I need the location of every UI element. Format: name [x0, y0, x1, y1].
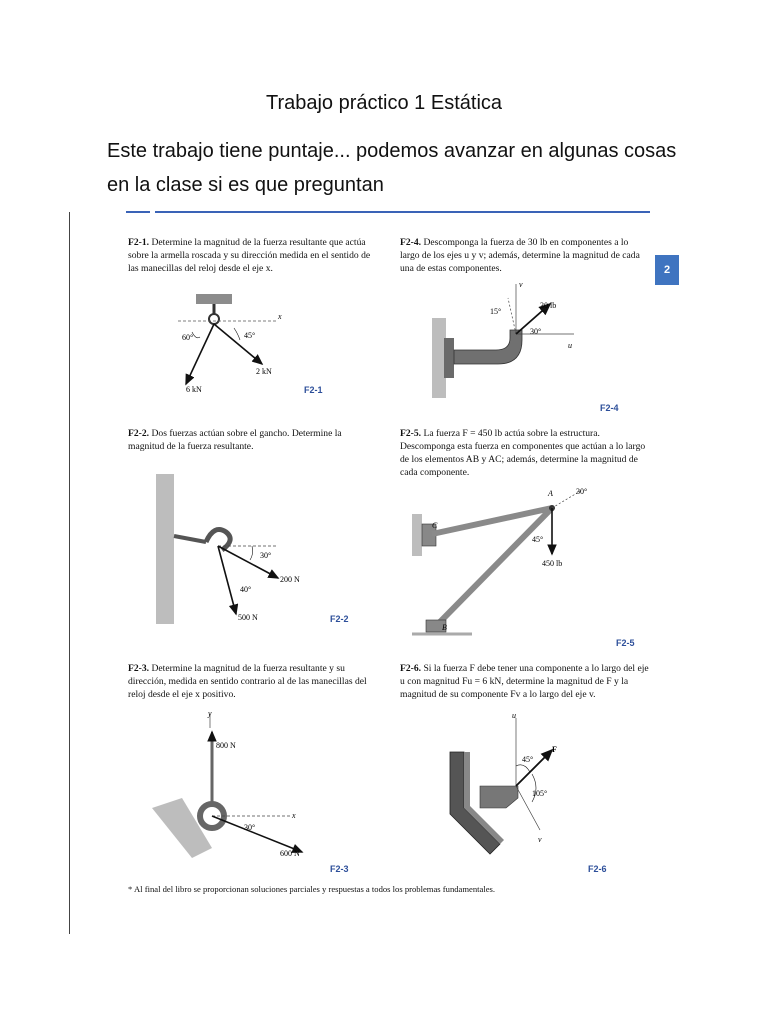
- f2-6-axis-v: v: [538, 835, 542, 844]
- f2-3-force-b: 600 N: [280, 849, 300, 858]
- wall: [432, 318, 446, 398]
- document-intro: Este trabajo tiene puntaje... podemos avanzar en algunas cosas en la clase si es que preguntan: [107, 140, 677, 196]
- problem-number: F2-1.: [128, 237, 150, 248]
- figure-f2-4: [426, 278, 586, 409]
- problem-text: La fuerza F = 450 lb actúa sobre la estructura. Descomponga esta fuerza en componentes que actúan a lo largo de los elementos AB y AC; además, determine la magnitud de cada componente.: [400, 428, 646, 478]
- wall: [412, 514, 422, 556]
- chapter-tab: 2: [655, 255, 679, 285]
- document-title: Trabajo práctico 1 Estática: [265, 92, 503, 114]
- f2-6-force: F: [552, 745, 557, 754]
- f2-1-force-a: 6 kN: [186, 385, 202, 394]
- figure-caption-f2-5: F2-5: [616, 638, 635, 648]
- problem-number: F2-4.: [400, 237, 422, 248]
- f2-4-angle-a: 15°: [490, 307, 502, 316]
- f2-5-angle-a: 30°: [576, 487, 588, 496]
- f2-3-axis-x: x: [292, 811, 296, 820]
- pipe-bracket: [454, 330, 522, 364]
- f2-5-angle-b: 45°: [532, 535, 544, 544]
- f2-6-axis-u: u: [512, 712, 516, 720]
- problem-number: F2-5.: [400, 428, 422, 439]
- f2-1-angle-a: 60°: [182, 333, 194, 342]
- problem-text: Determine la magnitud de la fuerza resultante que actúa sobre la armella roscada y su dirección medida en el sentido de las manecillas del reloj desde el eje x.: [128, 237, 371, 274]
- f2-2-angle-b: 40°: [240, 585, 252, 594]
- f2-5-point-a: A: [548, 489, 553, 498]
- f2-1-axis-x: x: [278, 312, 282, 321]
- figure-caption-f2-6: F2-6: [588, 864, 607, 874]
- member-ab: [436, 508, 552, 626]
- problem-number: F2-3.: [128, 663, 150, 674]
- f2-3-force-a: 800 N: [216, 741, 236, 750]
- f2-2-force-b: 500 N: [238, 613, 258, 622]
- problem-text: Descomponga la fuerza de 30 lb en componentes a lo largo de los ejes u y v; además, determine la magnitud de cada una de estas componentes.: [400, 237, 640, 274]
- problem-text: Si la fuerza F debe tener una componente a lo largo del eje u con magnitud Fu = 6 kN, determine la magnitud de F y la magnitud de su componente Fv a lo largo del eje v.: [400, 663, 649, 700]
- figure-f2-2: [156, 474, 316, 629]
- problem-text: Dos fuerzas actúan sobre el gancho. Determine la magnitud de la fuerza resultante.: [128, 428, 342, 452]
- figure-f2-3: [152, 708, 312, 873]
- figure-f2-1: [158, 288, 298, 405]
- problem-f2-3: [128, 662, 378, 701]
- problem-number: F2-6.: [400, 663, 422, 674]
- f2-3-angle: 30°: [244, 823, 256, 832]
- figure-f2-6: [440, 712, 580, 867]
- problem-f2-6: [400, 662, 650, 701]
- header-rule-gap: [150, 211, 155, 214]
- wall: [156, 474, 174, 624]
- f2-4-axis-v: v: [519, 280, 523, 289]
- page-left-border: [69, 212, 70, 934]
- f2-6-angle-a: 45°: [522, 755, 534, 764]
- f2-4-angle-b: 30°: [530, 327, 542, 336]
- eyebolt: [209, 314, 219, 324]
- f2-2-angle-a: 30°: [260, 551, 272, 560]
- figure-caption-f2-4: F2-4: [600, 403, 619, 413]
- problem-f2-1: [128, 236, 378, 275]
- ceiling-support: [196, 294, 232, 304]
- bracket-plate: [480, 786, 518, 808]
- f2-4-force: 30 lb: [540, 301, 557, 310]
- f2-5-point-c: C: [432, 521, 438, 530]
- f2-1-angle-b: 45°: [244, 331, 256, 340]
- figure-caption-f2-2: F2-2: [330, 614, 349, 624]
- f2-6-angle-b: 105°: [532, 789, 548, 798]
- f2-1-force-b: 2 kN: [256, 367, 272, 376]
- problem-f2-2: [128, 427, 378, 453]
- f2-5-force: 450 lb: [542, 559, 563, 568]
- problem-f2-5: [400, 427, 650, 479]
- header-rule: [126, 211, 650, 213]
- f2-4-axis-u: u: [568, 341, 572, 350]
- footnote: * Al final del libro se proporcionan soluciones parciales y respuestas a todos los problemas fundamentales.: [128, 884, 496, 894]
- figure-caption-f2-1: F2-1: [304, 385, 323, 395]
- f2-3-axis-y: y: [208, 709, 212, 718]
- problem-f2-4: [400, 236, 650, 275]
- figure-caption-f2-3: F2-3: [330, 864, 349, 874]
- problem-number: F2-2.: [128, 428, 150, 439]
- problem-text: Determine la magnitud de la fuerza resultante y su dirección, medida en sentido contrario al de las manecillas del reloj desde el eje x positivo.: [128, 663, 367, 700]
- figure-f2-5: [412, 482, 602, 647]
- f2-5-point-b: B: [442, 623, 447, 632]
- f2-2-force-a: 200 N: [280, 575, 300, 584]
